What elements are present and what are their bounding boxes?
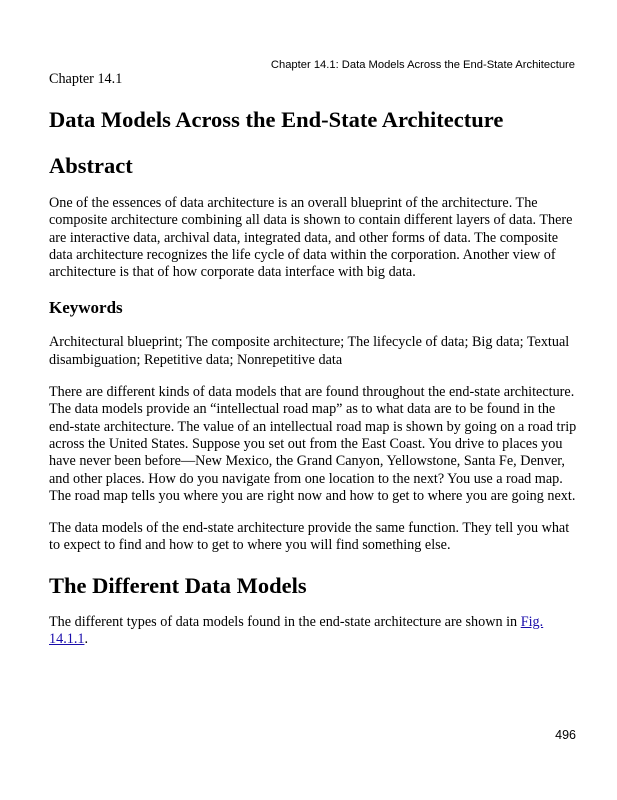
different-data-models-heading: The Different Data Models	[49, 572, 307, 598]
keywords-heading: Keywords	[49, 298, 123, 318]
different-data-models-paragraph	[49, 614, 577, 649]
abstract-heading: Abstract	[49, 153, 133, 178]
chapter-label: Chapter 14.1	[49, 71, 123, 87]
keywords-paragraph: Architectural blueprint; The composite architecture; The lifecycle of data; Big data; Textual disambiguation; Repetitive data; Nonrepetitive data	[49, 334, 570, 368]
body-paragraph-function: The data models of the end-state architecture provide the same function. They tell you what to expect to find and how to get to where you will find something else.	[49, 520, 570, 554]
different-data-models-period: .	[84, 631, 89, 648]
figure-link[interactable]: Fig. 14.1.1	[49, 613, 544, 648]
page-content	[49, 70, 577, 648]
running-header: Chapter 14.1: Data Models Across the End-State Architecture	[270, 59, 575, 71]
body-paragraph-road-map: There are different kinds of data models that are found throughout the end-state architecture. The data models provide an “intellectual road map” as to what data are to be found in the end-state architecture. The value of an intellectual road map is shown by going on a road trip across the United States. Suppose you set out from the East Coast. You drive to places you have never been before—New Mexico, the Grand Canyon, Yellowstone, Santa Fe, Denver, and other places. How do you navigate from one location to the next? You use a road map. The road map tells you where you are right now and how to get to where you are going next.	[49, 384, 577, 504]
abstract-paragraph: One of the essences of data architecture is an overall blueprint of the architecture. The composite architecture combining all data is shown to contain different layers of data. There are interactive data, archival data, integrated data, and other forms of data. The composite data architecture recognizes the life cycle of data within the corporation. Another view of architecture is that of how corporate data interface with big data.	[49, 195, 573, 281]
different-data-models-text: The different types of data models found in the end-state architecture are shown in	[49, 613, 521, 630]
chapter-title: Data Models Across the End-State Architecture	[49, 107, 504, 132]
page-number: 496	[555, 728, 576, 742]
